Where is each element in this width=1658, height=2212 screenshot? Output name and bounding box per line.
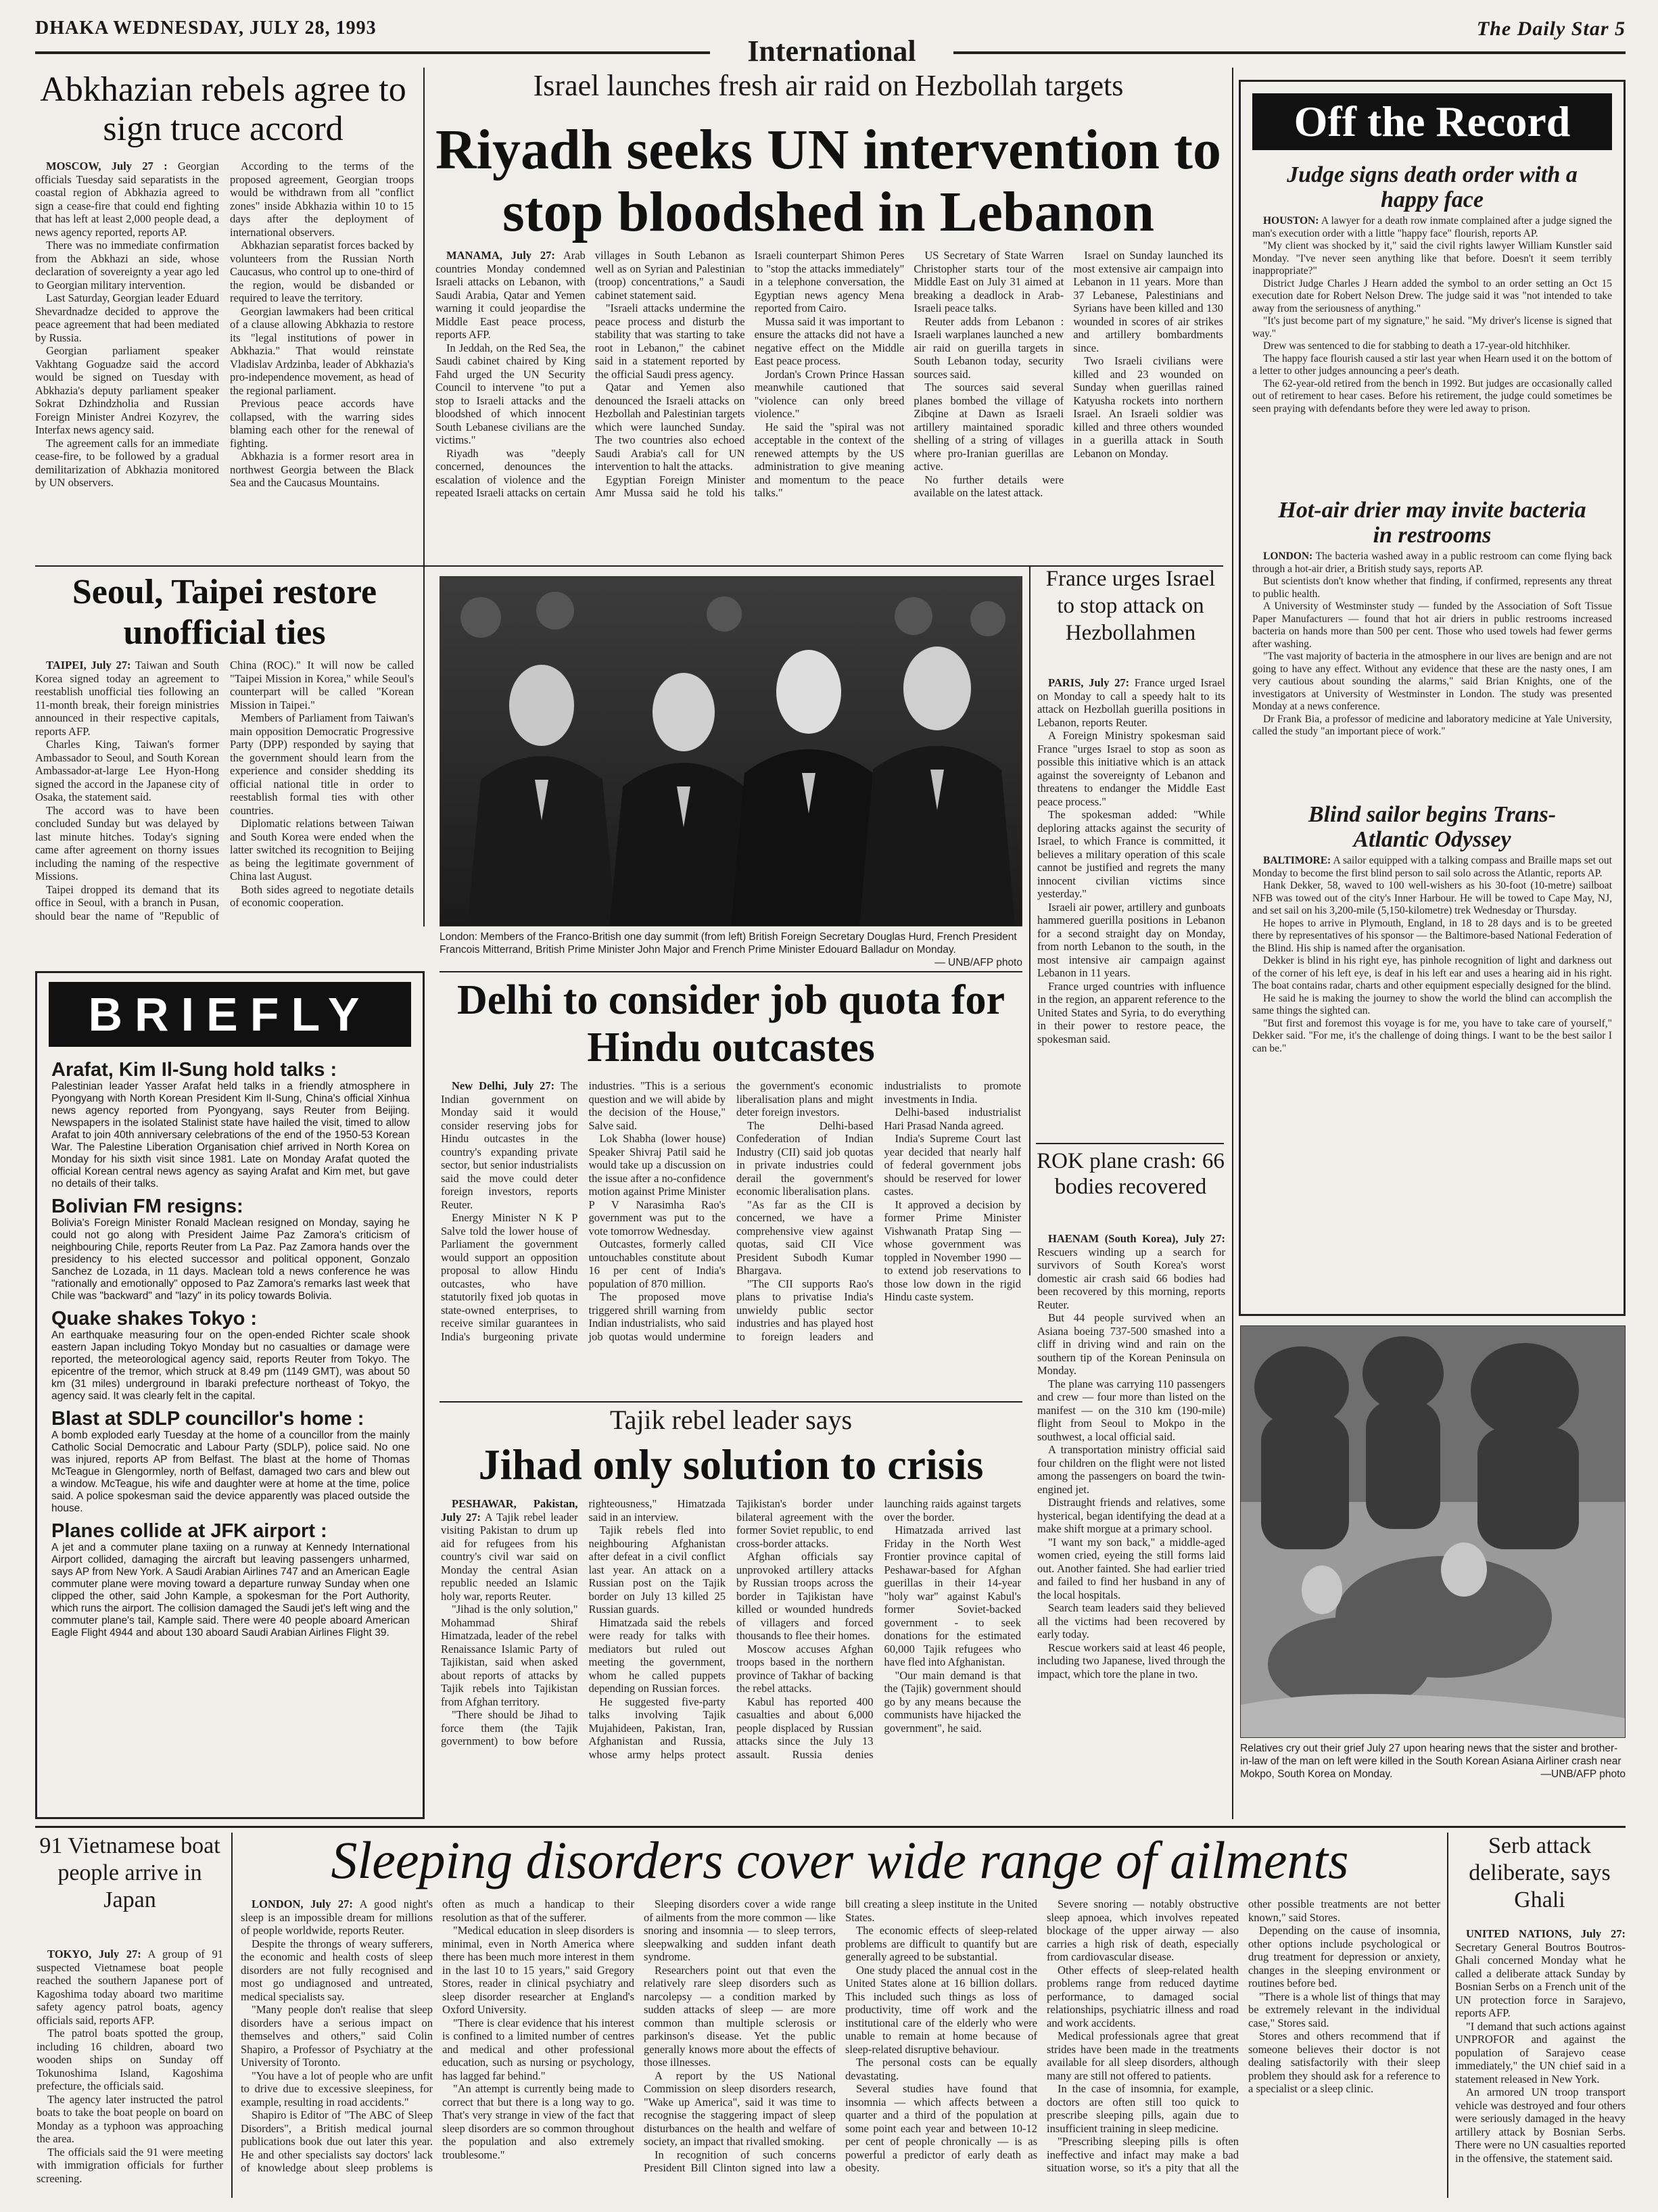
tajik-p6: Afghan officials say unprovoked artillery attacks by Russian troops across the border in Tajikistan have killed or wounded hundreds of villagers and forced thousands to flee their homes. <box>736 1550 874 1642</box>
seoul-p5: Diplomatic relations between Taiwan and South Korea were ended when the latter switched its recognition to Beijing as being the legitimate government of China last August. <box>230 817 414 883</box>
seoul-p1: Charles King, Taiwan's former Ambassador to Seoul, and South Korean Ambassador-at-large Lee Hyon-Hong signed the accord in the Japanese city of Osaka, the statement said. <box>35 738 219 803</box>
tajik-p2: "There should be Jihad to force them (the Tajik government) to bow before righteousness," Himatzada said in an interview. <box>441 1497 726 1747</box>
vietnamese-headline: 91 Vietnamese boat people arrive in Japan <box>39 1833 220 1912</box>
paper-title: The Daily Star <box>1476 18 1609 40</box>
summit-caption <box>440 931 1022 969</box>
off-record-banner: Off the Record <box>1252 93 1612 150</box>
col-divider <box>1447 1833 1448 2198</box>
france-p4: France urged countries with influence in the region, an apparent reference to the United States and Syria, to do everything in their power to restore peace, the spokesman said. <box>1037 979 1225 1045</box>
ofr-story3-dateline: BALTIMORE: <box>1263 855 1331 866</box>
ofr-story1-body <box>1252 215 1612 494</box>
crash-photo <box>1240 1325 1626 1738</box>
col-divider <box>1232 68 1233 1819</box>
tajik-body <box>441 1497 1021 1819</box>
ofr-story1-headline: Judge signs death order with a happy face <box>1287 162 1578 213</box>
sleeping-p2: "Many people don't realise that sleep disorders have a serious impact on themselves and others," said Colin Shapiro, a Professor of Psychiatry at the University of Toronto. <box>241 2003 433 2069</box>
ofr-s1-p2: District Judge Charles J Hearn added the symbol to an order setting an Oct 15 execution date for Robert Nelson Drew. The judge said it was "not intended to take away from the seriousness of anything." <box>1252 277 1612 314</box>
vietnamese-body <box>37 1948 223 2198</box>
sleeping-p0: A good night's sleep is an impossible dream for millions of people worldwide, reports Reuter. <box>241 1898 433 1937</box>
briefly-item-text: An earthquake measuring four on the open-ended Richter scale shook eastern Japan including Tokyo Monday but no casualties or damage were reported, the meteorological agency said, reports Reuter from Tokyo. The epicentre of the tremor, which struck at 8.49 pm (1149 GMT), was about 50 km (31 miles) underground in Ibaraki prefecture northeast of Tokyo, the agency said. It was clearly felt in the capital. <box>51 1329 410 1402</box>
crash-photo-image <box>1241 1326 1626 1738</box>
serb-headline: Serb attack deliberate, says Ghali <box>1469 1833 1611 1912</box>
seoul-p2: The accord was to have been concluded Sunday but was delayed by last minute hitches. Today's signing came after agreement on thorny issues including the naming of the respective Missions. <box>35 803 219 883</box>
abkhazia-p8: Previous peace accords have collapsed, with the warring sides blaming each other for the renewal of fighting. <box>230 397 414 450</box>
col-divider <box>231 1833 233 2198</box>
briefly-item-arafat <box>51 1059 410 1190</box>
abkhazia-p0: Georgian officials Tuesday said separatists in the coastal region of Abkhazia agreed to sign a cease-fire that could end fighting that has left at least 2,000 people dead, a news agency reported, reports AP. <box>35 160 220 239</box>
rok-p0: Rescuers winding up a search for survivors of South Korea's worst domestic air crash said 66 bodies had been recovered by this morning, reports Reuter. <box>1037 1245 1225 1311</box>
briefly-item-head: Quake shakes Tokyo : <box>51 1308 258 1329</box>
riyadh-p6: Mussa said it was important to ensure the attacks did not have a negative effect on the Middle East peace process. <box>754 314 905 367</box>
seoul-headline: Seoul, Taipei restore unofficial ties <box>72 573 377 652</box>
ofr-s2-p0: The bacteria washed away in a public restroom can come flying back through a hot-air drier, a British study says, reports AP. <box>1252 550 1612 575</box>
sleeping-p3: "You have a lot of people who are unfit to drive due to excessive sleepiness, for example, resulting in road accidents." <box>241 2069 433 2109</box>
briefly-item-bolivia <box>51 1196 410 1302</box>
france-dateline: PARIS, July 27: <box>1048 676 1130 689</box>
serb-body <box>1455 1927 1626 2198</box>
delhi-p5: The Delhi-based Confederation of Indian Industry (CII) said job quotas in private industries could derail the government's economic liberalisation plans. <box>736 1119 874 1198</box>
delhi-p9: India's Supreme Court last year decided that nearly half of federal government jobs should be reserved for lower castes. <box>884 1132 1021 1198</box>
riyadh-p7: Jordan's Crown Prince Hassan meanwhile cautioned that "violence can only breed violence." <box>754 367 905 420</box>
section-title: International <box>710 34 953 68</box>
sleeping-p6: "There is clear evidence that his interest is confined to a limited number of centres and medical and other professional education, such as nursing or psychology, has lagged far behind." <box>442 2016 634 2082</box>
delhi-p0: The Indian government on Monday said it would consider reserving jobs for Hindu outcastes in the country's expanding private sector, but senior industrialists said the move could deter foreign investors, reports Reuter. <box>441 1079 578 1211</box>
rok-p5: "I want my son back," a middle-aged women cried, eyeing the still forms laid out. Another fainted. She had earlier tried and failed to find her husband in any of the local hospitals. <box>1037 1535 1225 1601</box>
summit-photo <box>440 576 1022 926</box>
rule-bottom <box>35 1826 1626 1828</box>
summit-caption-text: London: Members of the Franco-British one day summit (from left) British Foreign Secretary Douglas Hurd, French President Francois Mitterrand, British Prime Minister John Major and French Prime Minister Edouard Balladur on Monday. <box>440 931 1017 956</box>
sleeping-headline: Sleeping disorders cover wide range of ailments <box>331 1831 1349 1889</box>
briefly-item-text: A jet and a commuter plane taxiing on a runway at Kennedy International Airport collided, damaging the aircraft but leaving passengers unharmed, says AP from New York. A Saudi Arabian Airlines 747 and an American Eagle commuter plane were moving toward a departure runway Sunday when one clipped the other, said John Kample, a spokesman for the Port Authority, which runs the airport. The collision damaged the Saudi jet's left wing and the commuter plane's tail, Kample said. There were 40 people aboard American Eagle Flight 4944 and about 130 aboard Saudi Arabian Airlines Flight 39. <box>51 1542 410 1639</box>
sleeping-p11: In recognition of such concerns President Bill Clinton signed into law a bill creating a sleep institute in the United States. <box>644 1898 1037 2174</box>
col-divider <box>1029 565 1031 1275</box>
riyadh-p11: The sources said several planes bombed the village of Zibqine at Dawn as Israeli artillery maintained sporadic shelling of a string of villages where pro-Iranian guerillas are active. <box>914 381 1064 473</box>
sleeping-p14: The personal costs can be equally devastating. <box>845 2056 1037 2082</box>
ofr-s3-p2: He hopes to arrive in Plymouth, England, in 18 to 28 days and is to be greeted there by representatives of his sponsor — the Baltimore-based National Federation of the Blind. His ship is named after the organisation. <box>1252 917 1612 954</box>
delhi-p2: Lok Shabha (lower house) Speaker Shivraj Patil said he would take up a discussion on the issue after a no-confidence motion against Prime Minister P V Narasimha Rao's government was put to the vote tomorrow Wednesday. <box>588 1132 726 1238</box>
vietnamese-p3: The officials said the 91 were meeting with immigration officials for further screening. <box>37 2145 223 2185</box>
col-divider <box>423 68 425 926</box>
tajik-p3: Tajik rebels fled into neighbouring Afghanistan after defeat in a civil conflict last year. An attack on a Russian post on the Tajik border on July 13 killed 25 Russian guards. <box>588 1524 726 1616</box>
france-body <box>1037 676 1225 1143</box>
ofr-s3-p3: Dekker is blind in his right eye, has pinhole recognition of light and darkness out of the corner of his left eye, is deaf in his left ear and uses a hearing aid in his right. The boat contains radar, charts and other equipment especially designed for the blind. <box>1252 955 1612 991</box>
serb-dateline: UNITED NATIONS, July 27: <box>1466 1927 1626 1940</box>
riyadh-p4: Qatar and Yemen also denounced the Israeli attacks on Hezbollah and Palestinian targets which were launched Sunday. The two countries also echoed Saudi Arabia's call for UN intervention to halt the attacks. <box>594 381 745 473</box>
france-headline: France urges Israel to stop attack on Hezbollahmen <box>1045 567 1216 645</box>
vietnamese-p2: The agency later instructed the patrol boats to take the boat people on board on Monday as a typhoon was approaching the area. <box>37 2092 223 2145</box>
ofr-story2-headline: Hot-air drier may invite bacteria in restrooms <box>1278 498 1586 548</box>
ofr-story3-body <box>1252 855 1612 1307</box>
tajik-kicker: Tajik rebel leader says <box>609 1405 853 1435</box>
seoul-p3: Taipei dropped its demand that its office in Seoul, with a branch in Pusan, should bear the name of "Republic of China (ROC)." It will now be called "Taipei Mission in Korea," while Seoul's counterpart will be called "Korean Mission in Taipei." <box>35 659 414 922</box>
ofr-s1-p5: The happy face flourish caused a stir last year when Hearn used it on the bottom of a letter to other judges announcing a peer's death. <box>1252 352 1612 377</box>
rok-p6: Search team leaders said they believed all the victims had been recovered by early today. <box>1037 1601 1225 1641</box>
sleeping-p23: Stores and others recommend that if someone believes their doctor is not dealing satisfactorily with their sleep problem they should ask for a reference to a specialist or a sleep clinic. <box>1248 2029 1440 2095</box>
sleeping-p7: "An attempt is currently being made to correct that but there is a long way to go. That's very strange in view of the fact that sleep disorders are so common throughout the population and also extremely troublesome." <box>442 2082 634 2161</box>
ofr-story2-dateline: LONDON: <box>1263 550 1313 562</box>
serb-p1: "I demand that such actions against UNPROFOR and against the population of Sarajevo cease immediately," the UN chief said in a statement released in New York. <box>1455 2019 1626 2086</box>
sleeping-p21: Depending on the cause of insomnia, other options include psychological or drug treatment for depression or anxiety, changes in the sleeping environment or routines before bed. <box>1248 1924 1440 1990</box>
abkhazia-p4: The agreement calls for an immediate cease-fire, to be followed by a gradual demilitarization of Abkhazia monitored by UN observers. <box>35 436 219 489</box>
ofr-s2-p4: Dr Frank Bia, a professor of medicine and laboratory medicine at Yale University, called the study "an important piece of work." <box>1252 713 1612 737</box>
riyadh-p3: "Israeli attacks undermine the peace process and disturb the stability that was starting to take root in Lebanon," the cabinet said in a statement reported by the official Saudi press agency. <box>594 302 745 381</box>
riyadh-p8: He said the "spiral was not acceptable in the context of the renewed attempts by the US administration to give meaning and momentum to the peace talks." <box>754 420 905 499</box>
rule-tajik <box>440 1401 1022 1403</box>
abkhazia-headline: Abkhazian rebels agree to sign truce accord <box>40 70 406 149</box>
france-p2: The spokesman added: "While deploring attacks against the security of Israel, to which France is committed, it believes a military operation of this scale cannot be justified and regrets the many innocent civilian victims since yesterday." <box>1037 808 1225 900</box>
tajik-dateline: PESHAWAR, Pakistan, July 27: <box>441 1497 578 1524</box>
summit-photo-image <box>440 577 1022 926</box>
sleeping-p5: "Medical education in sleep disorders is minimal, even in North America where there has been much more interest in them in the last 10 to 15 years," said Gregory Stores, reader in clinical psychiatry and sleep disorder researcher at England's Oxford University. <box>442 1924 634 2016</box>
riyadh-p9: US Secretary of State Warren Christopher starts tour of the Middle East on July 31 aimed at breaking a deadlock in Arab-Israeli peace talks. <box>914 249 1064 314</box>
crash-caption-text: Relatives cry out their grief July 27 upon hearing news that the sister and brother-in-law of the man on left were killed in the South Korean Asiana Airliner crash near Mokpo, South Korea on Monday. <box>1240 1743 1621 1780</box>
rule-delhi <box>440 971 1022 972</box>
riyadh-p14: Two Israeli civilians were killed and 23 wounded on Sunday when guerillas rained Katyusha rockets into northern Israel. An Israeli soldier was killed and three others wounded in a guerilla attack in South Lebanon on Monday. <box>1073 354 1223 460</box>
riyadh-p13: Israel on Sunday launched its most extensive air campaign into Lebanon in 11 years. More than 37 Lebanese, Palestinians and Syrians have been killed and 130 wounded in scores of air strikes and artillery bombardments since. <box>1073 249 1223 354</box>
ofr-s1-p6: The 62-year-old retired from the bench in 1992. But judges are occasionally called out of retirement to hear cases. Before his retirement, the judge could sometimes be seen praying with defendants before they were led away to prison. <box>1252 377 1612 415</box>
abkhazia-p1: There was no immediate confirmation from the Abkhazi an side, whose declaration of sovereignty a year ago led to Georgian military intervention. <box>35 239 219 291</box>
rok-p2: The plane was carrying 110 passengers and crew — four more than listed on the manifest — on the 310 km (190-mile) flight from Seoul to Mokpo in the southwest, a local official said. <box>1037 1377 1225 1443</box>
ofr-s3-p1: Hank Dekker, 58, waved to 100 well-wishers as his 30-foot (10-metre) sailboat NFB was towed out of the city's Inner Harbour. He will be towed to Cape May, NJ, and set sail on his 3,200-mile (5,150-kilometre) trek Wednesday or Thursday. <box>1252 880 1612 916</box>
sleeping-p19: In the case of insomnia, for example, doctors are often still too quick to prescribe sleeping pills, again due to insufficient training in sleep medicine. <box>1047 2082 1239 2135</box>
briefly-item-head: Planes collide at JFK airport : <box>51 1520 327 1542</box>
ofr-story1-dateline: HOUSTON: <box>1263 215 1319 227</box>
riyadh-p10: Reuter adds from Lebanon : Israeli warplanes launched a new air raid on guerilla targets in South Lebanon today, security sources said. <box>914 314 1064 381</box>
abkhazia-dateline: MOSCOW, July 27 : <box>46 160 168 172</box>
masthead-left: DHAKA WEDNESDAY, JULY 28, 1993 <box>35 18 377 39</box>
ofr-s1-p0: A lawyer for a death row inmate complained after a judge signed the man's execution order with a little "happy face" flourish, reports AP. <box>1252 215 1612 239</box>
seoul-p6: Both sides agreed to negotiate details of economic cooperation. <box>230 883 414 909</box>
sleeping-dateline: LONDON, July 27: <box>252 1898 353 1910</box>
riyadh-kicker: Israel launches fresh air raid on Hezbollah targets <box>533 69 1124 102</box>
riyadh-headline: Riyadh seeks UN intervention to stop bloodshed in Lebanon <box>435 118 1221 243</box>
riyadh-p0: Arab countries Monday condemned Israeli attacks on Lebanon, with Saudi Arabia, Qatar and Yemen warning it could jeopardise the Middle East peace process, reports AFP. <box>435 249 586 341</box>
briefly-item-text: Palestinian leader Yasser Arafat held talks in a friendly atmosphere in Pyongyang with North Korean President Kim Il-Sung, China's official Xinhua news agency reported from Pyongyang, says Reuter from Beijing. Newspapers in the isolated Stalinist state have hailed the visit, timed to allow Arafat to join 40th anniversary celebrations of the end of the 1950-53 Korean War. The Palestine Liberation Organisation chief arrived in North Korea on Monday for his sixth visit since 1981. Late on Monday Arafat quoted the official Korean central news agency as saying Arafat and Kim met, but gave no details of their talks. <box>51 1081 410 1190</box>
tajik-headline: Jihad only solution to crisis <box>478 1440 984 1488</box>
ofr-s1-p4: Drew was sentenced to die for stabbing to death a 17-year-old hitchhiker. <box>1263 340 1571 352</box>
delhi-p7: "The CII supports Rao's plans to privatise India's unwieldy public sector industries and has played host to foreign leaders and industrialists to promote investments in India. <box>736 1079 1021 1343</box>
sleeping-p9: Researchers point out that even the relatively rare sleep disorders such as narcolepsy — a condition marked by sudden attacks of sleep — are more common than multiple sclerosis or parkinson's disease. Yet the public generally knows more about the effects of those illnesses. <box>644 1963 836 2069</box>
ofr-story2-body <box>1252 550 1612 798</box>
abkhazia-p7: Georgian lawmakers had been critical of a clause allowing Abkhazia to restore its "legal institutions of power in Abkhazia." That would reinstate Vladislav Ardzinba, leader of Abkhazia's pro-independence movement, as head of the regional parliament. <box>230 304 414 397</box>
riyadh-dateline: MANAMA, July 27: <box>446 249 555 262</box>
abkhazia-p6: Abkhazian separatist forces backed by volunteers from the Russian North Caucasus, who control up to one-third of the region, would be disbanded or required to leave the territory. <box>230 239 414 304</box>
ofr-s1-p3: "It's just become part of my signature," he said. "My driver's license is signed that way." <box>1252 315 1612 339</box>
rok-p3: A transportation ministry official said four children on the flight were not listed among the passengers on board the twin-engined jet. <box>1037 1443 1225 1496</box>
rok-p4: Distraught friends and relatives, some hysterical, began identifying the dead at a make shift morgue at a primary school. <box>1037 1496 1225 1535</box>
abkhazia-body <box>35 160 414 559</box>
riyadh-p5: Egyptian Foreign Minister Amr Mussa said he told his Israeli counterpart Shimon Peres to "stop the attacks immediately" in a telephone conversation, the Egyptian news agency Mena reported from Cairo. <box>594 249 905 499</box>
sleeping-p12: The economic effects of sleep-related problems are difficult to quantify but are generally agreed to be substantial. <box>845 1924 1037 1963</box>
crash-photo-credit: —UNB/AFP photo <box>1540 1768 1626 1780</box>
sleeping-body <box>241 1898 1440 2199</box>
tajik-p4: Himatzada said the rebels were ready for talks with mediators but ruled out meeting the government, whom he called puppets depending on Russian forces. <box>588 1616 726 1695</box>
sleeping-p4: Shapiro is Editor of "The ABC of Sleep Disorders", a British medical journal publications book due out later this year. He and other specialists say doctors' lack of knowledge about sleep problems is often as much a handicap to their resolution as that of the sufferer. <box>241 1898 634 2174</box>
briefly-item-sdlp <box>51 1408 410 1515</box>
delhi-p3: Outcastes, formerly called untouchables constitute about 16 per cent of India's population of 870 million. <box>588 1238 726 1290</box>
ofr-s2-p3: "The vast majority of bacteria in the atmosphere in our lives are benign and are not going to have any effect. Without any evidence that these are the nasty ones, I am very cautious about sounding the alarms," said Brian Knights, one of the investigators at University of Westminster in London. The study was presented Monday at a news conference. <box>1252 651 1612 712</box>
tajik-p0: A Tajik rebel leader visiting Pakistan to drum up aid for refugees from his country's civil war said on Monday the central Asian republic needed an Islamic holy war, reports Reuter. <box>441 1510 578 1603</box>
vietnamese-p1: The patrol boats spotted the group, including 16 children, aboard two wooden ships on Sunday off Tokunoshima Island, Kagoshima prefecture, the officials said. <box>37 2027 223 2092</box>
rok-body <box>1037 1232 1225 1819</box>
abkhazia-p5: According to the terms of the proposed agreement, Georgian troops would be withdrawn from all "conflict zones" inside Abkhazia within 10 to 15 days after the deployment of international observers. <box>230 160 414 239</box>
sleeping-p18: Medical professionals agree that great strides have been made in the treatments available for all sleep disorders, although many are still not offered to patients. <box>1047 2029 1239 2082</box>
abkhazia-p9: Abkhazia is a former resort area in northwest Georgia between the Black Sea and the Caucasus Mountains. <box>230 450 414 489</box>
tajik-p7: Moscow accuses Afghan troops based in the northern province of Takhar of backing the rebel attacks. <box>736 1642 874 1695</box>
france-p0: France urged Israel on Monday to call a speedy halt to its attack on Hezbollah guerilla positions in Lebanon, reports Reuter. <box>1037 676 1225 729</box>
briefly-item-text: Bolivia's Foreign Minister Ronald Maclean resigned on Monday, saying he could not go along with President Jaime Paz Zamora's criticism of neighbouring Chile, reports Reuter from La Paz. Paz Zamora hands over the presidency to his elected successor and political opponent, Gonzalo Sanchez de Lozada, in 11 days. Maclean told a news conference he was "rationally and emotionally" opposed to Paz Zamora's remarks last week that Chile was "backward" and "lazy" in its policy towards Bolivia. <box>51 1217 410 1302</box>
paper-name <box>1477 18 1626 41</box>
summit-photo-credit: — UNB/AFP photo <box>934 957 1022 968</box>
sleeping-p15: Several studies have found that insomnia — which affects between a quarter and a third of the population at some point each year and between 10-12 per cent of people chronically — is as powerful a predictor of early death as obesity. <box>845 2082 1037 2174</box>
seoul-body <box>35 659 414 926</box>
briefly-item-text: A bomb exploded early Tuesday at the home of a councillor from the mainly Catholic Social Democratic and Labour Party (SDLP), police said. No one was injured, reports AP from Belfast. The blast at the home of Thomas McTeague in Glengormley, north of Belfast, damaged two cars and blew out a window. McTeague, his wife and daughter were at home at the time, police said. A police spokesman said the device apparently was placed outside the house. <box>51 1430 410 1514</box>
tajik-p5: He suggested five-party talks involving Tajik Mujahideen, Pakistan, Iran, Afghanistan and Russia, whose army helps protect Tajikistan's border under bilateral agreement with the former Soviet republic, to end cross-border attacks. <box>588 1497 874 1761</box>
sleeping-p22: "There is a whole list of things that may be extremely relevant in the individual case," Stores said. <box>1248 1990 1440 2029</box>
rule-rok <box>1036 1143 1224 1144</box>
ofr-s2-p1: But scientists don't know whether that finding, if confirmed, represents any threat to public health. <box>1252 575 1612 600</box>
ofr-story3-headline: Blind sailor begins Trans-Atlantic Odyssey <box>1308 802 1557 853</box>
sleeping-p13: One study placed the annual cost in the United States alone at 16 billion dollars. This included such things as loss of productivity, time off work and the institutional care of the elderly who were unable to remain at home because of sleep-related disruptive behaviour. <box>845 1963 1037 2056</box>
riyadh-p12: No further details were available on the latest attack. <box>914 473 1064 499</box>
ofr-s1-p1: "My client was shocked by it," said the civil rights lawyer William Kunstler said Monday. "I've never seen anything like that before. Doesn't it seem terribly inappropriate?" <box>1252 240 1612 277</box>
abkhazia-p2: Last Saturday, Georgian leader Eduard Shevardnadze decided to approve the peace agreement that had been mediated by Russia. <box>35 291 219 344</box>
briefly-item-jfk <box>51 1520 410 1639</box>
vietnamese-p0: A group of 91 suspected Vietnamese boat people reached the southern Japanese port of Kagoshima today aboard two maritime safety agency patrol boats, agency officials said, reports AFP. <box>37 1948 223 2027</box>
ofr-s3-p5: "But first and foremost this voyage is for me, you have to take care of yourself," Dekker said. "For me, it's the challenge of doing things. I want to be the best sailor I can be." <box>1252 1017 1612 1054</box>
rok-p7: Rescue workers said at least 46 people, including two Japanese, lived through the impact, which tore the plane in two. <box>1037 1641 1225 1680</box>
rok-dateline: HAENAM (South Korea), July 27: <box>1048 1232 1225 1245</box>
sleeping-p8: Sleeping disorders cover a wide range of ailments from the more common — like snoring and insomnia — to sleep terrors, sleepwalking and sudden infant death syndrome. <box>644 1898 836 1963</box>
sleeping-p16: Severe snoring — notably obstructive sleep apnoea, which involves repeated blockage of the upper airway — also carries a high risk of death, especially from cardiovascular disease. <box>1047 1898 1239 1963</box>
delhi-p8: Delhi-based industrialist Hari Prasad Nanda agreed. <box>884 1106 1021 1132</box>
france-p3: Israeli air power, artillery and gunboats hammered guerilla positions in Lebanon for a second straight day on Monday, from north Lebanon to the south, in the most intensive air campaign against Lebanon in 11 years. <box>1037 900 1225 979</box>
riyadh-p2: Riyadh was "deeply concerned, denounces the escalation of violence and the repeated Israeli attacks on certain villages in South Lebanon as well as on Syrian and Palestinian (troop) concentrations," a Saudi cabinet statement said. <box>435 249 745 499</box>
delhi-dateline: New Delhi, July 27: <box>452 1079 555 1092</box>
sleeping-p1: Despite the throngs of weary sufferers, the economic and health costs of sleep disorders are not fully recognised and most go undiagnosed and untreated, medical specialists say. <box>241 1937 433 2003</box>
tajik-p1: "Jihad is the only solution," Mohammad Shiraf Himatzada, leader of the rebel Renaissance Islamic Party of Tajikistan, said when asked about reports of attacks by Tajik rebels into Tajikistan from Afghan territory. <box>441 1603 578 1708</box>
briefly-item-head: Bolivian FM resigns: <box>51 1196 243 1217</box>
rok-headline: ROK plane crash: 66 bodies recovered <box>1037 1149 1225 1199</box>
delhi-p6: "As far as the CII is concerned, we have a comprehensive view against quotas, said CII Vice President Subodh Kumar Bhargava. <box>736 1198 874 1277</box>
briefly-item-head: Arafat, Kim Il-Sung hold talks : <box>51 1059 337 1081</box>
serb-p0: Secretary General Boutros Boutros-Ghali concerned Monday what he called a deliberate attack Sunday by Bosnian Serbs on a French unit of the UN protection force in Sarajevo, reports AFP. <box>1455 1940 1626 2019</box>
briefly-item-head: Blast at SDLP councillor's home : <box>51 1408 364 1430</box>
delhi-p1: Energy Minister N K P Salve told the lower house of Parliament the government would support an opposition proposal to allow Hindu outcastes, who have statutorily fixed job quotas in state-owned enterprises, to receive similar guarantees in India's burgeoning private industries. "This is a serious question and we will abide by the decision of the House," Salve said. <box>441 1079 726 1343</box>
delhi-body <box>441 1079 1021 1394</box>
vietnamese-dateline: TOKYO, July 27: <box>47 1948 141 1960</box>
abkhazia-p3: Georgian parliament speaker Vakhtang Goguadze said the accord would be signed on Tuesday with Abkhazia's deputy parliament speaker Sokrat Dzhindzholia and Russian Foreign Minister Andrei Kozyrev, the Interfax news agency said. <box>35 344 219 436</box>
delhi-headline: Delhi to consider job quota for Hindu outcastes <box>456 977 1005 1070</box>
briefly-list <box>51 1059 410 1812</box>
rok-p1: But 44 people survived when an Asiana boeing 737-500 smashed into a cliff in driving wind and rain on the southern tip of the Korean Peninsula on Monday. <box>1037 1311 1225 1377</box>
crash-caption <box>1240 1742 1626 1781</box>
sleeping-p10: A report by the US National Commission on sleep disorders research, "Wake up America", said it was time to recognise the staggering impact of sleep disturbances on the health and welfare of society, an impact that rivalled smoking. <box>644 2069 836 2148</box>
tajik-p8: Kabul has reported 400 casualties and about 6,000 people displaced by Russian attacks since the July 13 assault. Russia denies launching raids against targets over the border. <box>736 1497 1021 1761</box>
tajik-p10: "Our main demand is that the (Tajik) government should go by any means because the communists have hijacked the government", he said. <box>884 1668 1021 1735</box>
ofr-s2-p2: A University of Westminster study — funded by the Association of Soft Tissue Paper Manufacturers — found that hot air driers in public restrooms increased bacteria on hands more than 500 per cent. Those who used towels had fewer germs after washing. <box>1252 601 1612 650</box>
delhi-p10: It approved a decision by former Prime Minister Vishwanath Pratap Sing — whose government was toppled in November 1990 — to extend job reservations to those low down in the rigid Hindu caste system. <box>884 1198 1021 1303</box>
sleeping-p17: Other effects of sleep-related health problems range from reduced daytime performance, to damaged social relationships, psychiatric illness and road and work accidents. <box>1047 1963 1239 2029</box>
ofr-s3-p0: A sailor equipped with a talking compass and Braille maps set out Monday to become the first blind person to sail solo across the Atlantic, reports AP. <box>1252 855 1612 879</box>
serb-p2: An armored UN troop transport vehicle was destroyed and four others were seriously damaged in the heavy artillery attack by Bosnian Serbs. There were no UN casualties reported in the offensive, the statement said. <box>1455 2086 1626 2165</box>
sleeping-p20: "Prescribing sleeping pills is often ineffective and infact may make a bad situation worse, so it's a pity that all the other possible treatments are not better known," said Stores. <box>1047 1898 1440 2174</box>
page-number: 5 <box>1615 18 1626 40</box>
seoul-dateline: TAIPEI, July 27: <box>46 659 131 672</box>
riyadh-body <box>435 249 1223 560</box>
seoul-p4: Members of Parliament from Taiwan's main opposition Democratic Progressive Party (DPP) responded by saying that the government should learn from the experience and consider shedding its official national title in order to reestablish formal ties with other countries. <box>230 711 414 817</box>
tajik-p9: Himatzada arrived last Friday in the North West Frontier province capital of Peshawar-based for Afghan guerillas in their 14-year "holy war" against Kabul's former Soviet-backed government - to seek donations for the estimated 60,000 Tajik refugees who have fled into Afghanistan. <box>884 1524 1021 1668</box>
france-p1: A Foreign Ministry spokesman said France "urges Israel to stop as soon as possible this initiative which is an attack against the sovereignty of Lebanon and threatens to endanger the Middle East peace process." <box>1037 729 1225 808</box>
seoul-p0: Taiwan and South Korea signed today an agreement to reestablish unofficial ties following an 11-month break, their foreign ministries announced in their respective capitals, reports AFP. <box>35 659 219 738</box>
briefly-item-tokyo <box>51 1308 410 1403</box>
riyadh-p1: In Jeddah, on the Red Sea, the Saudi cabinet chaired by King Fahd urged the UN Security Council to intervene "to put a stop to Israeli attacks and the bloodshed of which innocent South Lebanese civilians are the victims." <box>435 341 586 446</box>
delhi-p4: The proposed move triggered shrill warning from Indian industrialists, who said job quotas would undermine the government's economic liberalisation plans and might deter foreign investors. <box>588 1079 874 1343</box>
briefly-banner: BRIEFLY <box>49 982 411 1047</box>
ofr-s3-p4: He said he is making the journey to show the world the blind can accomplish the same things the sighted can. <box>1252 992 1612 1016</box>
